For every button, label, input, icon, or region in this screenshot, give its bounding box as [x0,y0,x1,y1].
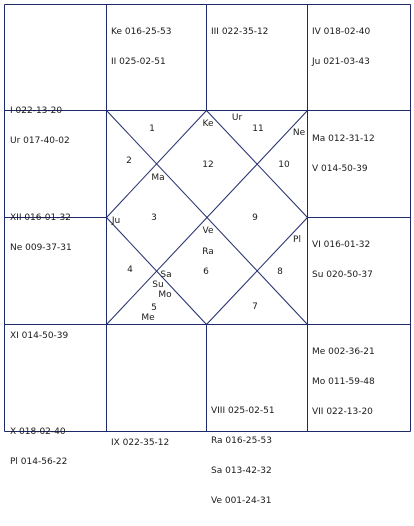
cell-line: IX 022-35-12 [111,438,170,448]
cell-line: VI 016-01-32 [312,240,371,250]
cell-line: Ke 016-25-53 [111,27,172,37]
planet-ju: Ju [111,216,121,226]
house-number-5: 5 [151,303,157,313]
house-number-11: 11 [252,124,264,134]
cell-line: I 022-13-20 [10,106,63,116]
bottom-cell-3 [211,386,275,526]
cell-line: II 025-02-51 [111,57,166,67]
right-cell-3 [312,220,373,300]
left-cell-3 [10,311,68,361]
planet-ma: Ma [151,173,165,183]
planet-ne: Ne [292,128,306,138]
left-cell-2 [10,193,72,273]
cell-line: VIII 025-02-51 [211,406,275,416]
top-cell-2 [111,7,171,87]
cell-line: Ra 016-25-53 [211,436,273,446]
house-number-1: 1 [149,124,155,134]
right-cell-2 [312,114,375,194]
cell-line: Sa 013-42-32 [211,466,272,476]
planet-me: Me [141,313,155,323]
cell-line: IV 018-02-40 [312,27,371,37]
cell-line: Ju 021-03-43 [312,57,370,67]
top-cell-4 [312,7,370,87]
house-number-2: 2 [126,156,132,166]
cell-line: Mo 011-59-48 [312,377,375,387]
cell-line: VII 022-13-20 [312,407,373,417]
house-number-9: 9 [252,213,258,223]
left-cell-1 [10,86,70,166]
bottom-cell-4 [312,327,375,437]
house-number-8: 8 [277,267,283,277]
house-number-3: 3 [151,213,157,223]
top-cell-3 [211,7,268,57]
cell-line: Su 020-50-37 [312,270,373,280]
cell-line: XI 014-50-39 [10,331,69,341]
house-number-10: 10 [278,160,290,170]
cell-line: V 014-50-39 [312,164,368,174]
cell-line: Ne 009-37-31 [10,243,72,253]
cell-line: Ur 017-40-02 [10,136,70,146]
house-number-7: 7 [252,302,258,312]
bottom-cell-2 [111,418,169,468]
house-number-12: 12 [202,160,214,170]
cell-line: Ma 012-31-12 [312,134,375,144]
planet-ur: Ur [231,113,243,123]
house-number-4: 4 [127,265,133,275]
planet-su: Su [152,280,164,290]
cell-line: Me 002-36-21 [312,347,375,357]
house-number-6: 6 [203,267,209,277]
bottom-cell-1 [10,407,67,487]
planet-ve: Ve [202,226,214,236]
cell-line: X 018-02-40 [10,427,66,437]
planet-ra: Ra [202,247,214,257]
planet-mo: Mo [158,290,172,300]
cell-line: Pl 014-56-22 [10,457,68,467]
cell-line: Ve 001-24-31 [211,496,272,506]
cell-line: XII 016-01-32 [10,213,71,223]
cell-line: III 022-35-12 [211,27,269,37]
planet-sa: Sa [160,270,172,280]
planet-ke: Ke [202,119,214,129]
planet-pl: Pl [293,235,301,245]
